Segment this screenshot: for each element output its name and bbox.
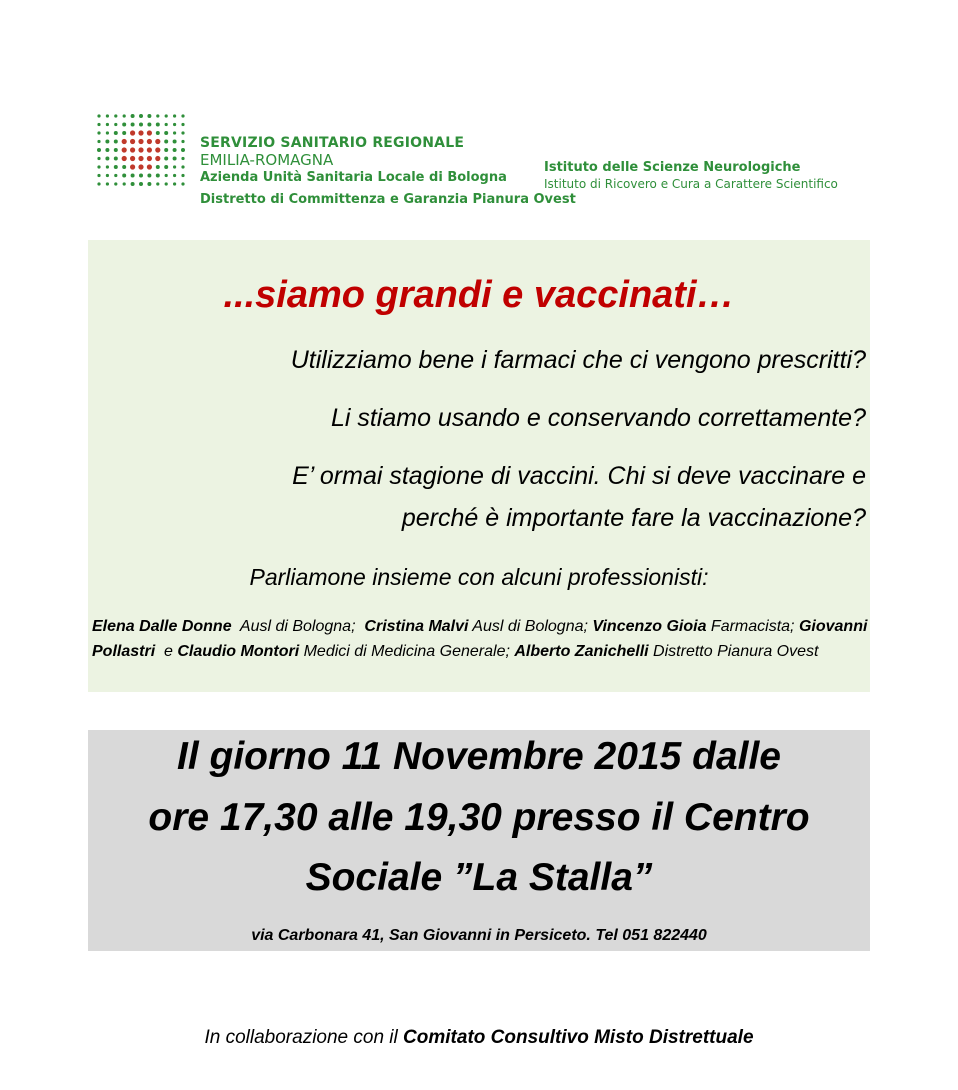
speakers-list <box>92 614 868 664</box>
logo-dot <box>97 165 100 168</box>
logo-dot <box>122 139 127 144</box>
logo-dot <box>156 165 160 169</box>
logo-dot <box>97 182 100 185</box>
institute-line-1: Istituto delle Scienze Neurologiche <box>544 160 801 175</box>
logo-dot <box>122 174 126 178</box>
logo-dot <box>181 123 184 126</box>
logo-dot <box>97 148 101 152</box>
logo-dot <box>147 123 151 127</box>
logo-dot <box>173 182 176 185</box>
logo-dot <box>138 164 143 169</box>
logo-dot <box>181 140 184 143</box>
logo-dot <box>181 182 184 185</box>
invite-text: Parliamone insieme con alcuni professionisti: <box>249 564 709 590</box>
logo-dot <box>105 140 109 144</box>
logo-dot <box>156 131 160 135</box>
logo-dot <box>114 165 118 169</box>
question-1: Utilizziamo bene i farmaci che ci vengono prescritti? <box>290 346 866 374</box>
logo-dot <box>114 157 118 161</box>
question-3-line-2: perché è importante fare la vaccinazione? <box>401 504 866 532</box>
speaker-role: Distretto Pianura Ovest <box>648 643 819 660</box>
logo-dot <box>114 174 117 177</box>
logo-dot <box>173 123 176 126</box>
logo-dot <box>130 130 135 135</box>
institute-line-2: Istituto di Ricovero e Cura a Carattere Scientifico <box>544 177 838 191</box>
logo-dot <box>181 165 184 168</box>
logo-dot <box>123 182 126 185</box>
logo-dot <box>147 174 151 178</box>
logo-dot <box>106 123 109 126</box>
speaker-name: Giovanni Pollastri <box>92 618 868 660</box>
logo-dot <box>122 131 126 135</box>
logo-dot <box>131 114 135 118</box>
logo-dot <box>130 139 135 144</box>
logo-dot <box>131 182 135 186</box>
org-line-3: Azienda Unità Sanitaria Locale di Bologna <box>200 170 507 185</box>
logo-dot <box>105 157 109 161</box>
logo-dot <box>122 147 127 152</box>
logo-dot <box>131 174 135 178</box>
logo-dot <box>139 123 143 127</box>
logo-dot <box>139 114 143 118</box>
intro-panel <box>88 240 870 692</box>
logo-dot <box>173 148 177 152</box>
speaker-name: Elena Dalle Donne <box>92 618 232 635</box>
regional-health-logo-icon <box>95 112 187 188</box>
logo-dot <box>106 165 109 168</box>
logo-dot <box>130 164 135 169</box>
speaker-name: Claudio Montori <box>177 643 300 660</box>
logo-dot <box>156 182 159 185</box>
logo-dot <box>156 123 160 127</box>
logo-dot <box>181 174 184 177</box>
logo-dot <box>147 139 152 144</box>
logo-dot <box>147 130 152 135</box>
headline: ...siamo grandi e vaccinati… <box>223 274 735 316</box>
logo-dot <box>173 131 176 134</box>
logo-dot <box>130 147 135 152</box>
logo-dot <box>138 139 143 144</box>
logo-dot <box>164 140 168 144</box>
logo-dot <box>97 157 100 160</box>
logo-dot <box>173 157 177 161</box>
logo-dot <box>138 156 143 161</box>
question-2: Li stiamo usando e conservando correttamente? <box>330 404 866 432</box>
logo-dot <box>122 165 126 169</box>
logo-dot <box>181 157 184 160</box>
logo-dot <box>105 148 109 152</box>
logo-dot <box>147 182 151 186</box>
logo-dot <box>165 114 168 117</box>
logo-dot <box>114 131 118 135</box>
speaker-role: e <box>155 643 178 660</box>
logo-dot <box>114 148 118 152</box>
logo-dot <box>97 114 100 117</box>
speaker-role: Ausl di Bologna; <box>231 618 365 635</box>
logo-dot <box>173 114 176 117</box>
logo-dot <box>97 131 100 134</box>
event-venue-line: Sociale ”La Stalla” <box>305 856 653 899</box>
collaboration-footer <box>0 1027 958 1049</box>
org-line-2: EMILIA-ROMAGNA <box>200 151 334 169</box>
org-line-1: SERVIZIO SANITARIO REGIONALE <box>200 135 465 151</box>
logo-dot <box>131 123 135 127</box>
logo-dot <box>97 174 100 177</box>
logo-dot <box>122 156 127 161</box>
speaker-name: Cristina Malvi <box>364 618 469 635</box>
logo-dot <box>147 147 152 152</box>
logo-dot <box>139 174 143 178</box>
logo-dot <box>181 148 185 152</box>
speaker-name: Vincenzo Gioia <box>592 618 707 635</box>
speaker-role: Ausl di Bologna; <box>468 618 593 635</box>
speaker-name: Alberto Zanichelli <box>514 643 649 660</box>
logo-dot <box>164 131 168 135</box>
logo-dot <box>114 123 117 126</box>
logo-dot <box>173 174 176 177</box>
logo-dot <box>147 164 152 169</box>
event-date-line: Il giorno 11 Novembre 2015 dalle <box>176 735 781 778</box>
logo-dot <box>97 140 100 143</box>
logo-dot <box>139 182 143 186</box>
event-time-line: ore 17,30 alle 19,30 presso il Centro <box>148 796 810 839</box>
logo-dot <box>138 147 143 152</box>
event-address: via Carbonara 41, San Giovanni in Persiceto. Tel 051 822440 <box>251 927 707 944</box>
speaker-role: Farmacista; <box>706 618 799 635</box>
logo-dot <box>138 130 143 135</box>
logo-dot <box>155 139 160 144</box>
footer-committee: Comitato Consultivo Misto Distrettuale <box>403 1027 754 1048</box>
logo-dot <box>165 182 168 185</box>
logo-dot <box>114 140 118 144</box>
logo-dot <box>97 123 100 126</box>
logo-dot <box>106 131 109 134</box>
logo-dot <box>114 182 117 185</box>
logo-dot <box>164 165 168 169</box>
logo-dot <box>106 114 109 117</box>
organization-name-block <box>200 135 576 208</box>
logo-dot <box>114 114 117 117</box>
logo-dot <box>106 174 109 177</box>
logo-dot <box>165 174 168 177</box>
logo-dot <box>106 182 109 185</box>
logo-dot <box>181 131 184 134</box>
logo-dot <box>164 148 168 152</box>
logo-dot <box>164 157 168 161</box>
logo-dot <box>156 174 160 178</box>
footer-prefix: In collaborazione con il <box>204 1027 404 1048</box>
logo-dot <box>123 114 126 117</box>
logo-dot <box>130 156 135 161</box>
logo-dot <box>147 156 152 161</box>
logo-dot <box>165 123 168 126</box>
institute-name-block <box>544 160 838 192</box>
event-panel <box>88 730 870 951</box>
org-line-4: Distretto di Committenza e Garanzia Pianura Ovest <box>200 192 576 207</box>
logo-dot <box>181 114 184 117</box>
logo-dot <box>155 156 160 161</box>
logo-dot <box>173 165 176 168</box>
logo-dot <box>156 114 159 117</box>
logo-dot <box>173 140 177 144</box>
question-3-line-1: E’ ormai stagione di vaccini. Chi si deve vaccinare e <box>292 462 866 490</box>
speaker-role: Medici di Medicina Generale; <box>299 643 515 660</box>
logo-dot <box>155 147 160 152</box>
logo-dot <box>122 123 126 127</box>
logo-dot <box>147 114 151 118</box>
